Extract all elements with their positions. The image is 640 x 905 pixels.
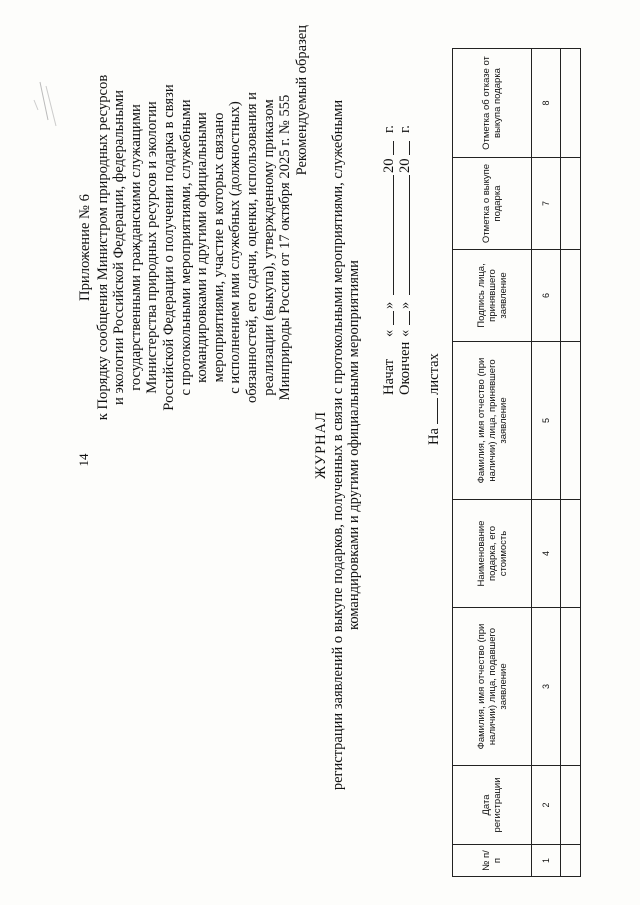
date-started-row (381, 55, 397, 395)
month-blank (397, 175, 410, 295)
table-header-cell: Дата регистрации (453, 766, 532, 845)
column-number: 5 (532, 342, 561, 500)
appendix-number: Приложение № 6 (77, 194, 93, 301)
table-header-cell: Подпись лица, принявшего заявление (453, 250, 532, 342)
date-ended-label: Окончен (397, 341, 413, 395)
century: 20 (381, 158, 397, 173)
date-started-label: Начат (381, 358, 397, 395)
appendix-line: и экологии Российской Федерации, федеральными (111, 90, 128, 405)
column-number: 1 (532, 845, 561, 877)
appendix-line: Министерства природных ресурсов и экологии (144, 101, 161, 394)
appendix-line: государственными гражданскими служащими (127, 104, 144, 391)
table-cell (561, 845, 581, 877)
appendix-header (77, 5, 294, 490)
column-number: 3 (532, 608, 561, 766)
appendix-line: командировками и другими официальными (194, 112, 211, 383)
century: 20 (397, 158, 413, 173)
appendix-line: Минприроды России от 17 октября 2025 г. № 555 (277, 94, 294, 401)
year-blank (397, 141, 410, 155)
sheets-count (425, 325, 443, 445)
open-quote: « (381, 329, 397, 337)
table-header-cell: Отметка об отказе от выкупа подарка (453, 49, 532, 158)
column-number: 4 (532, 500, 561, 608)
journal-table (452, 48, 581, 877)
year-suffix: г. (381, 125, 397, 133)
table-cell (561, 766, 581, 845)
day-blank (397, 311, 410, 325)
sheets-blank (425, 398, 438, 424)
appendix-line: обязанностей, его сдачи, оценки, использования и (243, 92, 260, 403)
journal-title: ЖУРНАЛ (313, 411, 329, 479)
open-quote: « (397, 329, 413, 337)
table-cell (561, 500, 581, 608)
page-number: 14 (76, 453, 91, 467)
table-header-cell: Фамилия, имя отчество (при наличии) лица, подавшего заявление (453, 608, 532, 766)
journal-subtitle-line: командировками и другими официальными мероприятиями (346, 260, 362, 630)
table-cell (561, 608, 581, 766)
table-cell (561, 158, 581, 250)
table-header-row (453, 49, 532, 877)
day-blank (381, 311, 394, 325)
column-number: 6 (532, 250, 561, 342)
column-number: 8 (532, 49, 561, 158)
table-cell (561, 250, 581, 342)
sheets-prefix: На (426, 428, 442, 445)
table-empty-row (561, 49, 581, 877)
table-cell (561, 342, 581, 500)
close-quote: » (381, 301, 397, 309)
table-header-cell: № п/п (453, 845, 532, 877)
table-header-cell: Отметка о выкупе подарка (453, 158, 532, 250)
close-quote: » (397, 301, 413, 309)
journal-dates (381, 55, 413, 395)
column-number: 2 (532, 766, 561, 845)
year-blank (381, 141, 394, 155)
appendix-line: Российской Федерации о получении подарка в связи (160, 84, 177, 411)
table-header-cell: Фамилия, имя отчество (при наличии) лица, принявшего заявление (453, 342, 532, 500)
date-ended-row (397, 55, 413, 395)
appendix-line: с исполнением ими служебных (должностных) (227, 101, 244, 394)
appendix-line: с протокольными мероприятиями, служебными (177, 99, 194, 396)
sample-label: Рекомендуемый образец (294, 25, 310, 176)
table-header-cell: Наименование подарка, его стоимость (453, 500, 532, 608)
appendix-line: мероприятиями, участие в которых связано (210, 112, 227, 383)
sheets-suffix: листах (426, 353, 442, 395)
table-cell (561, 49, 581, 158)
month-blank (381, 175, 394, 295)
journal-subtitle-line: регистрации заявлений о выкупе подарков, полученных в связи с протокольными мероприятиями, служебными (330, 99, 346, 791)
appendix-line: реализации (выкупа), утвержденному приказом (260, 99, 277, 396)
journal-subtitle (330, 45, 362, 845)
table-number-row (532, 49, 561, 877)
column-number: 7 (532, 158, 561, 250)
year-suffix: г. (397, 125, 413, 133)
appendix-line: к Порядку сообщения Министром природных ресурсов (94, 74, 111, 421)
